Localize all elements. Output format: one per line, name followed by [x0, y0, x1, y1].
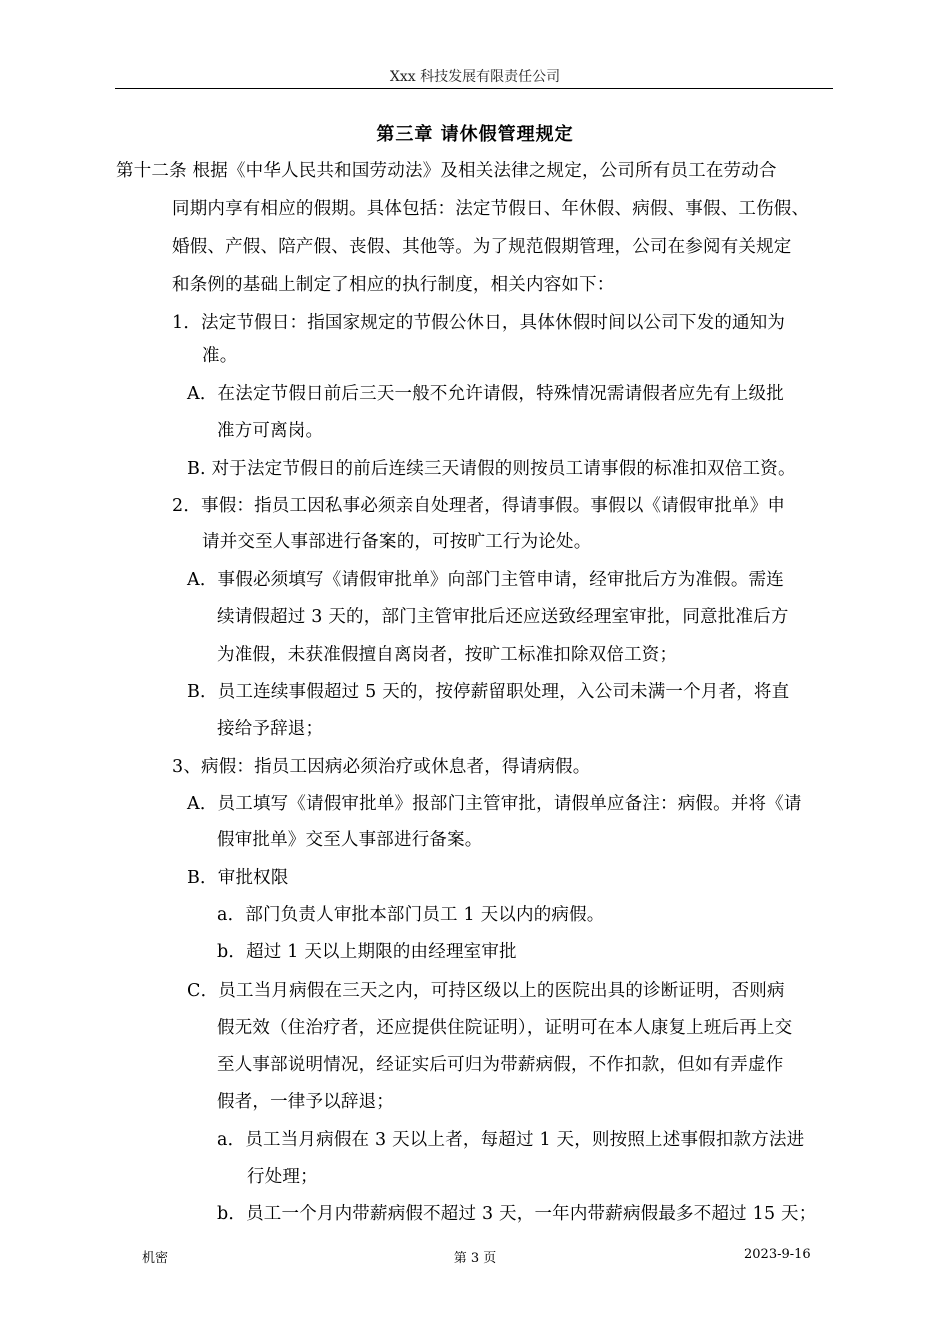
article-12-line: 和条例的基础上制定了相应的执行制度，相关内容如下： [172, 275, 615, 295]
item-1b-line: B. 对于法定节假日的前后连续三天请假的则按员工请事假的标准扣双倍工资。 [187, 459, 796, 479]
item-3a-line: A．员工填写《请假审批单》报部门主管审批，请假单应备注：病假。并将《请 [187, 794, 802, 814]
article-12-line: 同期内享有相应的假期。具体包括：法定节假日、年休假、病假、事假、工伤假、 [172, 199, 810, 219]
item-3c-b-line: b．员工一个月内带薪病假不超过 3 天，一年内带薪病假最多不超过 15 天； [217, 1204, 817, 1224]
item-1a-line: A．在法定节假日前后三天一般不允许请假，特殊情况需请假者应先有上级批 [187, 384, 784, 404]
item-3c-line: 至人事部说明情况，经证实后可归为带薪病假，不作扣款，但如有弄虚作 [217, 1055, 784, 1075]
footer-confidential: 机密 [142, 1251, 169, 1266]
footer-page-number: 第 3 页 [453, 1251, 497, 1266]
item-3c-a-line: 行处理； [247, 1167, 318, 1187]
item-3c-line: 假无效（住治疗者，还应提供住院证明），证明可在本人康复上班后再上交 [217, 1018, 793, 1038]
item-2a-line: A．事假必须填写《请假审批单》向部门主管申请，经审批后方为准假。需连 [187, 570, 784, 590]
item-2a-line: 续请假超过 3 天的，部门主管审批后还应送致经理室审批，同意批准后方 [217, 607, 789, 627]
item-2a-line: 为准假，未获准假擅自离岗者，按旷工标准扣除双倍工资； [217, 645, 678, 665]
item-3-line: 3、病假：指员工因病必须治疗或休息者，得请病假。 [172, 757, 591, 777]
item-2b-line: 接给予辞退； [217, 719, 324, 739]
article-12-line: 第十二条 根据《中华人民共和国劳动法》及相关法律之规定，公司所有员工在劳动合 [116, 161, 777, 181]
article-12-line: 婚假、产假、陪产假、丧假、其他等。为了规范假期管理，公司在参阅有关规定 [172, 237, 792, 257]
item-3c-a-line: a．员工当月病假在 3 天以上者，每超过 1 天，则按照上述事假扣款方法进 [217, 1130, 805, 1150]
item-2-line: 请并交至人事部进行备案的，可按旷工行为论处。 [202, 532, 592, 552]
chapter-title: 第三章 请休假管理规定 [376, 124, 574, 145]
footer-date: 2023-9-16 [744, 1247, 811, 1262]
item-3b-a-line: a．部门负责人审批本部门员工 1 天以内的病假。 [217, 905, 605, 925]
item-3c-line: 假者，一律予以辞退； [217, 1092, 394, 1112]
item-3c-line: C．员工当月病假在三天之内，可持区级以上的医院出具的诊断证明，否则病 [187, 981, 785, 1001]
item-2-line: 2．事假：指员工因私事必须亲自处理者，得请事假。事假以《请假审批单》申 [172, 496, 786, 516]
item-1-line: 1．法定节假日：指国家规定的节假公休日，具体休假时间以公司下发的通知为 [172, 313, 786, 333]
item-3b-b-line: b．超过 1 天以上期限的由经理室审批 [217, 942, 517, 962]
item-3a-line: 假审批单》交至人事部进行备案。 [217, 830, 483, 850]
item-1a-line: 准方可离岗。 [217, 421, 324, 441]
item-3b-line: B．审批权限 [187, 868, 289, 888]
item-1-line: 准。 [202, 346, 238, 366]
header-divider [115, 88, 833, 89]
item-2b-line: B．员工连续事假超过 5 天的，按停薪留职处理，入公司未满一个月者，将直 [187, 682, 790, 702]
page-header: Xxx 科技发展有限责任公司 [389, 69, 561, 85]
